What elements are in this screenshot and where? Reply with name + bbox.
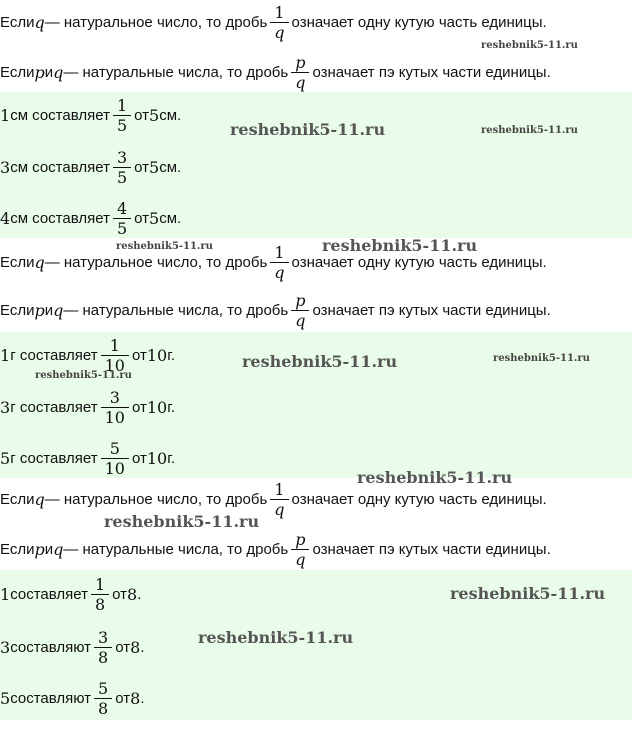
example-line: 5 составляют $\frac{5}{8}$ от 8 . [0,678,145,718]
fraction: $\frac{1}{8}$ [93,575,107,614]
watermark: reshebnik5-11.ru [242,352,398,371]
example-line: 3 составляют $\frac{3}{8}$ от 8 . [0,627,145,667]
definition-unit-fraction: Если q — натуральное число, то дробь $\frac{1}{q}$ означает одну кутую часть единицы. [0,242,547,282]
definition-general-fraction: Если p и q — натуральные числа, то дробь $\frac{p}{q}$ означает пэ кутых части единицы. [0,529,551,569]
example-line: 1 составляет $\frac{1}{8}$ от 8 . [0,574,142,614]
watermark: reshebnik5-11.ru [493,353,590,364]
fraction: $\frac{4}{5}$ [115,199,129,238]
fraction: $\frac{3}{8}$ [96,628,110,667]
watermark: reshebnik5-11.ru [481,40,578,51]
fraction: $\frac{5}{8}$ [96,679,110,718]
fraction: $\frac{1}{q}$ [272,243,286,282]
watermark: reshebnik5-11.ru [322,236,478,255]
fraction: $\frac{1}{5}$ [115,96,129,135]
fraction: $\frac{1}{q}$ [272,480,286,519]
fraction: $\frac{3}{10}$ [103,388,127,427]
fraction: $\frac{p}{q}$ [293,53,307,92]
watermark: reshebnik5-11.ru [35,370,132,381]
watermark: reshebnik5-11.ru [357,468,513,487]
example-line: 5 г составляет $\frac{5}{10}$ от 10 г. [0,438,176,478]
watermark: reshebnik5-11.ru [450,584,606,603]
example-line: 1 см составляет $\frac{1}{5}$ от 5 см. [0,95,182,135]
example-line: 3 см составляет $\frac{3}{5}$ от 5 см. [0,147,182,187]
fraction: $\frac{1}{10}$ [103,336,127,375]
definition-general-fraction: Если p и q — натуральные числа, то дробь $\frac{p}{q}$ означает пэ кутых части единицы. [0,52,551,92]
fraction: $\frac{p}{q}$ [293,530,307,569]
fraction: $\frac{3}{5}$ [115,148,129,187]
watermark: reshebnik5-11.ru [116,241,213,252]
fraction: $\frac{p}{q}$ [293,291,307,330]
example-line: 1 г составляет $\frac{1}{10}$ от 10 г. [0,335,176,375]
fraction: $\frac{5}{10}$ [103,439,127,478]
definition-unit-fraction: Если q — натуральное число, то дробь $\frac{1}{q}$ означает одну кутую часть единицы. [0,479,547,519]
watermark: reshebnik5-11.ru [104,512,260,531]
example-line: 3 г составляет $\frac{3}{10}$ от 10 г. [0,387,176,427]
watermark: reshebnik5-11.ru [481,125,578,136]
watermark: reshebnik5-11.ru [230,120,386,139]
example-line: 4 см составляет $\frac{4}{5}$ от 5 см. [0,198,182,238]
fraction: $\frac{1}{q}$ [272,3,286,42]
definition-unit-fraction: Если q — натуральное число, то дробь $\frac{1}{q}$ означает одну кутую часть единицы. [0,2,547,42]
watermark: reshebnik5-11.ru [198,628,354,647]
definition-general-fraction: Если p и q — натуральные числа, то дробь $\frac{p}{q}$ означает пэ кутых части единицы. [0,290,551,330]
